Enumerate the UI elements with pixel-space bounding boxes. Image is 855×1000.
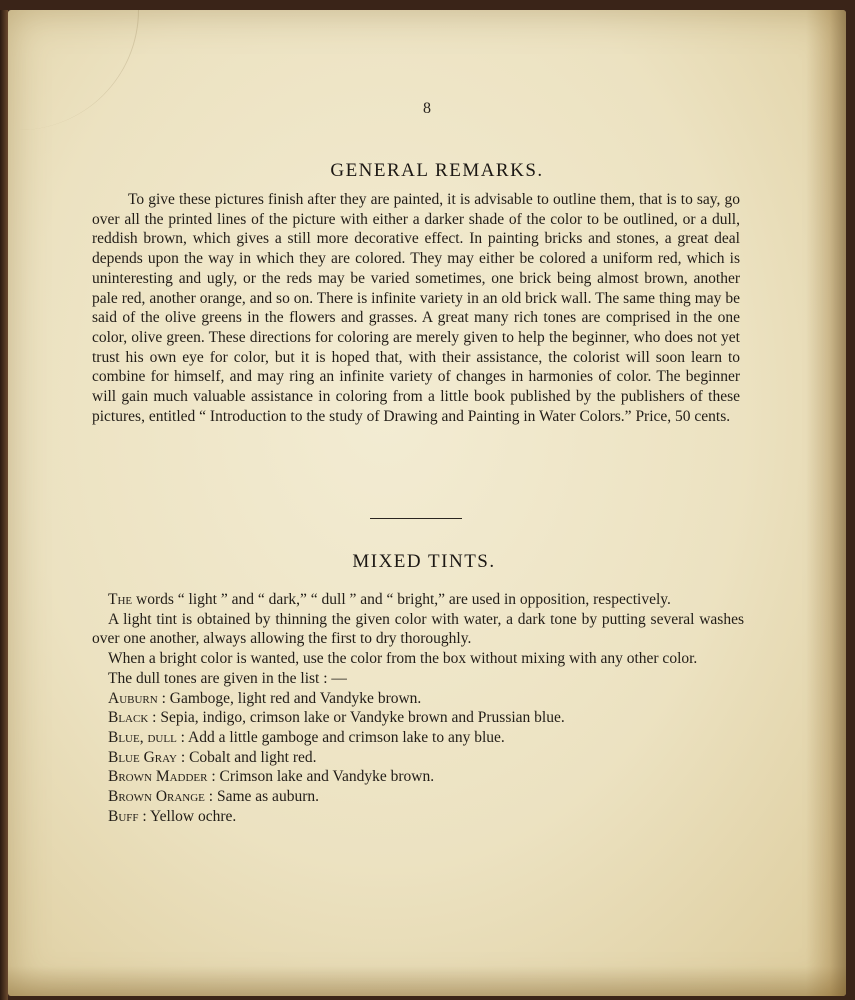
general-remarks-heading: GENERAL REMARKS. [330,160,544,181]
tint-entry [92,748,744,768]
tint-name: Brown Orange [108,788,205,806]
intro-rest: words “ light ” and “ dark,” “ dull ” and “ bright,” are used in opposition, respectively. [132,591,671,608]
page-number: 8 [423,100,431,117]
mixed-tints-heading: MIXED TINTS. [352,551,496,572]
tint-recipe: : Same as auburn. [204,788,319,806]
tint-entry [92,787,744,807]
tint-name: Brown Madder [108,768,208,786]
tint-entry [92,728,744,748]
page-content [8,10,846,996]
book-spine [0,10,8,1000]
dull-tones-intro: The dull tones are given in the list : — [108,669,347,687]
tint-entry [92,767,744,787]
tint-name: Auburn [108,689,158,707]
tint-entry [92,689,744,709]
mixed-tints-section [92,590,744,826]
tint-recipe: : Cobalt and light red. [177,748,317,766]
tint-entry [92,708,744,728]
tint-name: Black [108,709,149,727]
general-remarks-paragraph: To give these pictures finish after they are painted, it is advisable to outline them, that is to say, go over all the printed lines of the picture with either a darker shade of the color to be outlined, or a dull, reddish brown, which gives a still more decorative effect. In painting bricks and stones, a great deal depends upon the way in which they are colored. They may either be colored a uniform red, which is uninteresting and ugly, or the reds may be varied sometimes, one brick being almost brown, another pale red, another orange, and so on. There is infinite variety in an old brick wall. The same thing may be said of the olive greens in the flowers and grasses. A great many rich tones are comprised in the one color, olive green. These directions for coloring are merely given to help the beginner, who does not yet trust his own eye for color, but it is hoped that, with their assistance, the colorist will soon learn to combine for himself, and may ring an infinite variety of changes in harmonies of color. The beginner will gain much valuable assistance in coloring from a little book published by the publishers of these pictures, entitled “ Introduction to the study of Drawing and Painting in Water Colors.” Price, 50 cents. [92,191,740,425]
book-page [8,10,846,996]
tint-recipe: : Yellow ochre. [138,807,237,825]
light-tint-paragraph: A light tint is obtained by thinning the given color with water, a dark tone by putting several washes over one another, always allowing the first to dry thoroughly. [92,610,744,648]
mixed-tints-intro [92,590,744,610]
tint-name: Blue, dull [108,728,177,746]
tint-recipe: : Gamboge, light red and Vandyke brown. [157,689,422,707]
tint-recipe: : Add a little gamboge and crimson lake to any blue. [176,728,505,746]
tint-entry [92,807,744,827]
intro-lead-word: The [108,591,133,608]
tint-recipe: : Crimson lake and Vandyke brown. [207,768,435,786]
tint-name: Buff [108,807,139,825]
section-divider [370,518,462,520]
tint-recipe: : Sepia, indigo, crimson lake or Vandyke brown and Prussian blue. [148,709,565,727]
tint-name: Blue Gray [108,748,178,766]
tint-list [92,689,744,827]
bright-color-paragraph: When a bright color is wanted, use the color from the box without mixing with any other color. [108,650,698,668]
